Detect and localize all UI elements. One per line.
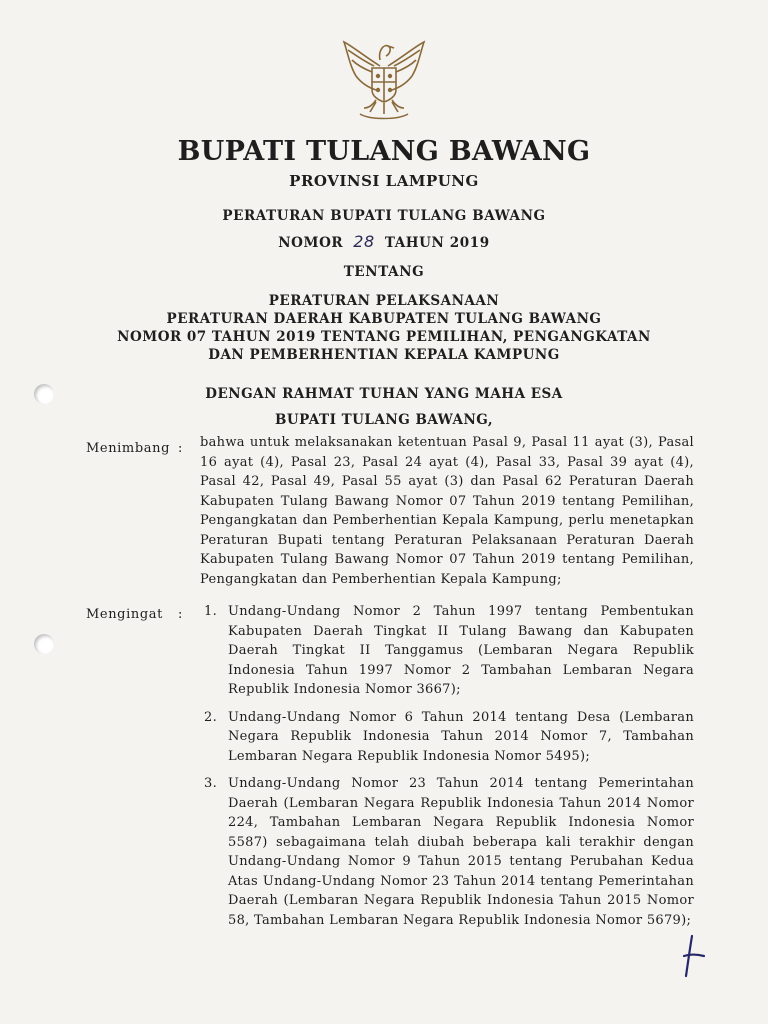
- list-item-text: Undang-Undang Nomor 23 Tahun 2014 tentang Pemerintahan Daerah (Lembaran Negara Republik Indonesia Tahun 2014 Nomor 224, Tambahan Lembaran Negara Republik Indonesia Nomor 5587) sebagaimana telah diubah beberapa kali terakhir dengan Undang-Undang Nomor 9 Tahun 2015 tentang Perubahan Kedua Atas Undang-Undang Nomor 23 Tahun 2014 tentang Pemerintahan Daerah (Lembaran Negara Republik Indonesia Tahun 2015 Nomor 58, Tambahan Lembaran Negara Republik Indonesia Nomor 5679);: [228, 776, 694, 928]
- list-item-number: 2.: [204, 709, 218, 725]
- list-item-text: Undang-Undang Nomor 6 Tahun 2014 tentang Desa (Lembaran Negara Republik Indonesia Tahun 2014 Nomor 7, Tambahan Lembaran Negara Republik Indonesia Nomor 5495);: [228, 709, 694, 764]
- punch-hole-icon: [34, 384, 54, 404]
- garuda-emblem-icon: [334, 36, 434, 122]
- about-block: [0, 292, 768, 364]
- document-title: BUPATI TULANG BAWANG: [177, 136, 591, 167]
- about-line: PERATURAN DAERAH KABUPATEN TULANG BAWANG: [166, 311, 602, 327]
- list-item-text: Undang-Undang Nomor 2 Tahun 1997 tentang Pembentukan Kabupaten Daerah Tingkat II Tulang Bawang dan Kabupaten Daerah Tingkat II Tanggamus (Lembaran Negara Republik Indonesia Tahun 1997 Nomor 2 Tambahan Lembaran Negara Republik Indonesia Nomor 3667);: [228, 604, 694, 697]
- year-label: TAHUN 2019: [384, 235, 490, 251]
- handwritten-initial-icon: [678, 932, 708, 980]
- mengingat-colon: :: [178, 607, 183, 622]
- list-item-number: 1.: [204, 604, 218, 619]
- list-item: [200, 774, 694, 930]
- about-label: TENTANG: [343, 264, 425, 280]
- regulation-number-line: [0, 232, 768, 251]
- number-value: 28: [353, 232, 375, 251]
- list-item: [200, 708, 694, 767]
- mengingat-label: Mengingat: [86, 607, 163, 622]
- about-line: NOMOR 07 TAHUN 2019 TENTANG PEMILIHAN, PENGANGKATAN: [117, 329, 651, 345]
- province-name: PROVINSI LAMPUNG: [289, 172, 479, 190]
- invocation: DENGAN RAHMAT TUHAN YANG MAHA ESA: [205, 386, 563, 402]
- about-line: DAN PEMBERHENTIAN KEPALA KAMPUNG: [208, 347, 560, 363]
- mengingat-list: [200, 602, 694, 938]
- menimbang-colon: :: [178, 441, 183, 456]
- number-label: NOMOR: [278, 235, 344, 251]
- list-item: [200, 602, 694, 700]
- menimbang-label: Menimbang: [86, 441, 171, 456]
- punch-hole-icon: [34, 634, 54, 654]
- about-line: PERATURAN PELAKSANAAN: [268, 293, 500, 309]
- menimbang-text: bahwa untuk melaksanakan ketentuan Pasal 9, Pasal 11 ayat (3), Pasal 16 ayat (4), Pasal 23, Pasal 24 ayat (4), Pasal 33, Pasal 39 ayat (4), Pasal 42, Pasal 49, Pasal 55 ayat (3) dan Pasal 62 Peraturan Daerah Kabupaten Tulang Bawang Nomor 07 Tahun 2019 tentang Pemilihan, Pengangkatan dan Pemberhentian Kepala Kampung, perlu menetapkan Peraturan Bupati tentang Peraturan Pelaksanaan Peraturan Daerah Kabupaten Tulang Bawang Nomor 07 Tahun 2019 tentang Pemilihan, Pengangkatan dan Pemberhentian Kepala Kampung;: [200, 435, 694, 587]
- regulation-title: PERATURAN BUPATI TULANG BAWANG: [222, 208, 546, 224]
- list-item-number: 3.: [204, 776, 218, 791]
- regent-heading: BUPATI TULANG BAWANG,: [274, 412, 494, 428]
